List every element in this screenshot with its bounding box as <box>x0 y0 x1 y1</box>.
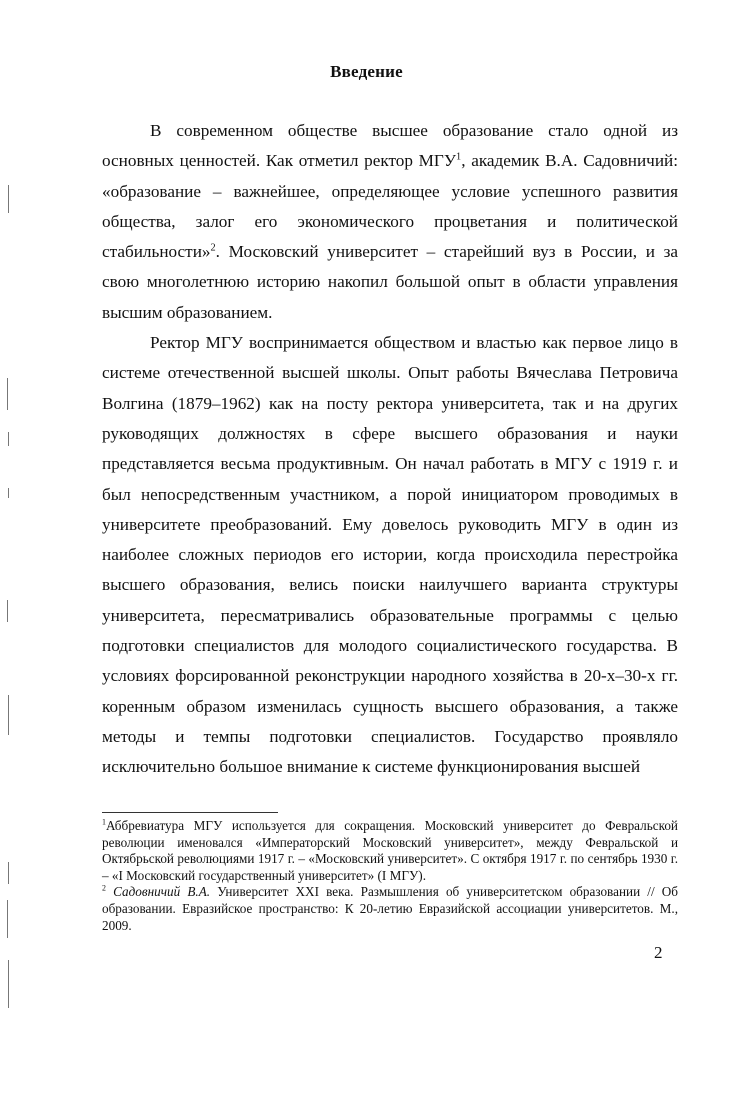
scan-mark <box>8 185 9 213</box>
paragraph-1-part-3: . Московский университет – старейший вуз в России, и за свою многолетнюю историю накопил большой опыт в области управления высшим образованием. <box>102 242 678 322</box>
scan-mark <box>8 432 9 446</box>
page-title: Введение <box>330 62 403 81</box>
footnote-ref-1: 1 <box>456 151 462 163</box>
footnote-2-text: Университет XXI века. Размышления об университетском образовании // Об образовании. Евразийское пространство: К 20-летию Евразийской ассоциации университетов. М., 2009. <box>102 884 678 933</box>
footnotes <box>102 818 678 934</box>
footnote-2-author: Садовничий В.А. <box>113 884 211 900</box>
page-number: 2 <box>654 943 663 962</box>
footnote-divider <box>102 812 278 813</box>
footnote-1 <box>102 818 678 884</box>
paragraph-2: Ректор МГУ воспринимается обществом и властью как первое лицо в системе отечественной высшей школы. Опыт работы Вячеслава Петровича Волгина (1879–1962) как на посту ректора университета, так и на других руководящих должностях в сфере высшего образования и науки представляется весьма продуктивным. Он начал работать в МГУ с 1919 г. и был непосредственным участником, а порой инициатором проводимых в университете преобразований. Ему довелось руководить МГУ в один из наиболее сложных периодов его истории, когда происходила перестройка высшего образования, велись поиски наилучшего варианта структуры университета, пересматривались образовательные программы с целью подготовки специалистов для молодого социалистического государства. В условиях форсированной реконструкции народного хозяйства в 20-х–30-х гг. коренным образом изменилась сущность высшего образования, а также методы и темпы подготовки специалистов. Государство проявляло исключительно большое внимание к системе функционирования высшей <box>102 333 678 777</box>
footnote-marker-1: 1 <box>102 817 106 827</box>
main-text <box>102 116 678 783</box>
scan-mark <box>7 600 8 622</box>
scan-mark <box>7 900 8 938</box>
scan-mark <box>8 960 9 1008</box>
footnote-2 <box>102 884 678 934</box>
footnote-1-text: Аббревиатура МГУ используется для сокращения. Московский университет до Февральской революции именовался «Императорский Московский университет», между Февральской и Октябрьской революциями 1917 г. – «Московский университет». С октября 1917 г. по сентябрь 1930 г. – «I Московский государственный университет» (I МГУ). <box>102 818 678 883</box>
scan-mark <box>7 378 8 410</box>
paragraph-1 <box>102 116 678 328</box>
footnote-ref-2: 2 <box>210 242 216 254</box>
paragraph-1-part-1: В современном обществе высшее образование стало одной из основных ценностей. Как отметил ректор МГУ <box>102 121 678 171</box>
footnote-marker-2: 2 <box>102 883 106 893</box>
scan-mark <box>8 862 9 884</box>
scan-mark <box>8 488 9 498</box>
scan-mark <box>8 695 9 735</box>
paragraph-1-part-2: , академик В.А. Садовничий: «образование – важнейшее, определяющее условие успешного развития общества, залог его экономического процветания и политической стабильности» <box>102 151 679 262</box>
